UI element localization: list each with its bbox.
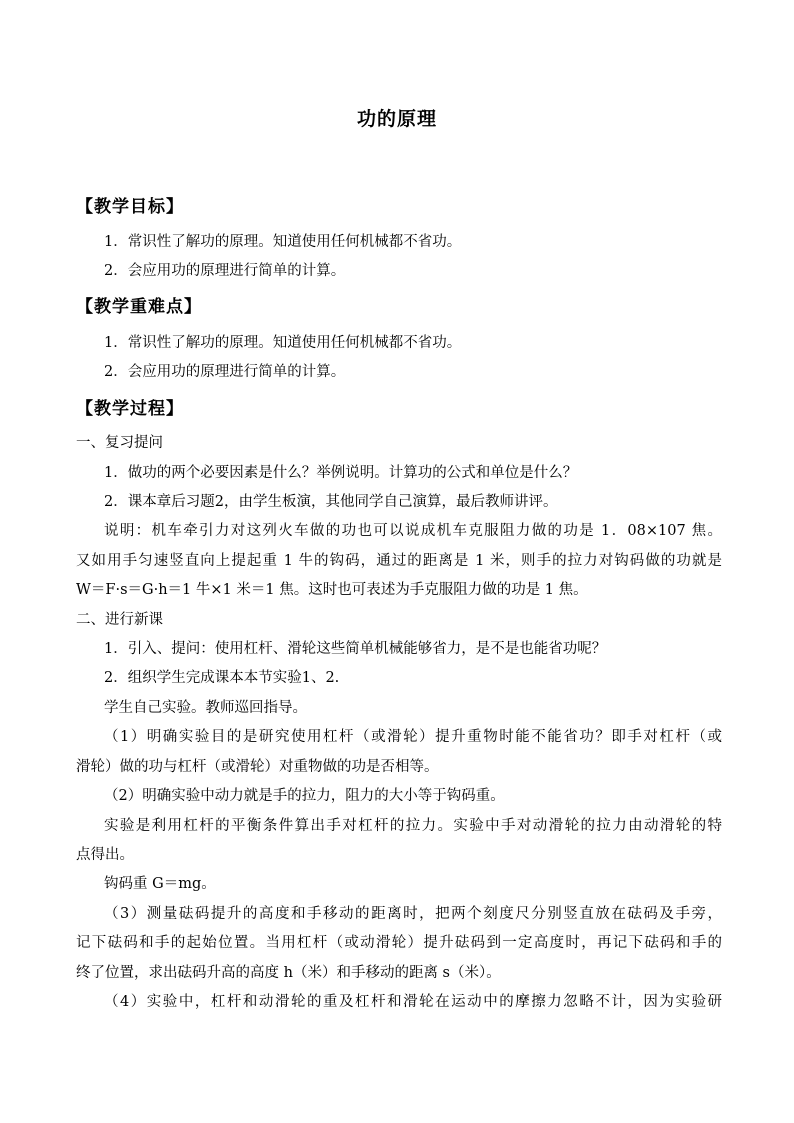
process-line: 1．引入、提问：使用杠杆、滑轮这些简单机械能够省力，是不是也能省功呢？ <box>104 641 607 657</box>
process-line: 说明：机车牵引力对这列火车做的功也可以说成机车克服阻力做的功是 1．08×107 焦。 <box>104 523 722 539</box>
process-line: （3）测量砝码提升的高度和手移动的距离时，把两个刻度尺分别竖直放在砝码及手旁， <box>104 906 722 922</box>
process-line: 记下砝码和手的起始位置。当用杠杆（或动滑轮）提升砝码到一定高度时，再记下砝码和手的 <box>76 935 722 951</box>
key-point-item-1: 1．常识性了解功的原理。知道使用任何机械都不省功。 <box>104 335 462 351</box>
subsection-review: 一、复习提问 <box>76 435 163 451</box>
goal-item-2: 2．会应用功的原理进行简单的计算。 <box>104 263 346 279</box>
key-point-item-2: 2．会应用功的原理进行简单的计算。 <box>104 364 346 380</box>
process-line: 钩码重 G＝mg。 <box>104 876 216 892</box>
process-line: 又如用手匀速竖直向上提起重 1 牛的钩码，通过的距离是 1 米，则手的拉力对钩码做的功就是 <box>76 553 722 569</box>
page-title: 功的原理 <box>356 108 437 130</box>
process-line: 2．组织学生完成课本本节实验1、2. <box>104 670 340 686</box>
process-line: 实验是利用杠杆的平衡条件算出手对杠杆的拉力。实验中手对动滑轮的拉力由动滑轮的特 <box>104 818 722 834</box>
subsection-new-lesson: 二、进行新课 <box>76 612 163 628</box>
process-line: （2）明确实验中动力就是手的拉力，阻力的大小等于钩码重。 <box>104 788 505 804</box>
section-heading-process: 【教学过程】 <box>76 399 184 419</box>
process-line: 终了位置，求出砝码升高的高度 h（米）和手移动的距离 s（米）。 <box>76 965 501 981</box>
process-line: 2．课本章后习题2，由学生板演，其他同学自己演算，最后教师讲评。 <box>104 494 558 510</box>
process-line: 学生自己实验。教师巡回指导。 <box>104 700 307 716</box>
process-line: 滑轮）做的功与杠杆（或滑轮）对重物做的功是否相等。 <box>76 759 439 775</box>
goal-item-1: 1．常识性了解功的原理。知道使用任何机械都不省功。 <box>104 234 462 250</box>
process-line: 点得出。 <box>76 847 134 863</box>
process-line: W＝F·s＝G·h＝1 牛×1 米＝1 焦。这时也可表述为手克服阻力做的功是 1 焦。 <box>76 582 588 598</box>
process-line: （1）明确实验目的是研究使用杠杆（或滑轮）提升重物时能不能省功？即手对杠杆（或 <box>104 729 722 745</box>
section-heading-key-points: 【教学重难点】 <box>76 297 202 317</box>
section-heading-goals: 【教学目标】 <box>76 197 184 217</box>
process-line: 1．做功的两个必要因素是什么？举例说明。计算功的公式和单位是什么？ <box>104 465 578 481</box>
process-line: （4）实验中，杠杆和动滑轮的重及杠杆和滑轮在运动中的摩擦力忽略不计，因为实验研 <box>104 994 722 1010</box>
